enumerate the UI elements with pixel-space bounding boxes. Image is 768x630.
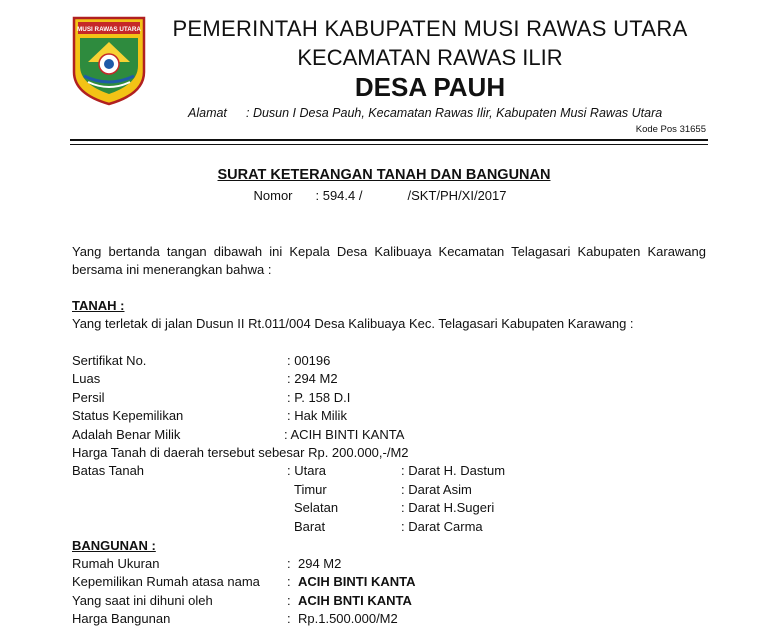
batas-value: : Darat Carma [401, 519, 483, 534]
tanah-field-value: : 294 M2 [287, 371, 338, 386]
document-title: SURAT KETERANGAN TANAH DAN BANGUNAN [217, 167, 551, 183]
nomor-suffix: /SKT/PH/XI/2017 [407, 188, 507, 203]
tanah-field-label: Adalah Benar Milik [72, 427, 181, 442]
batas-direction: Barat [294, 519, 326, 534]
nomor-value: : 594.4 / [315, 188, 363, 203]
tanah-field-value: : ACIH BINTI KANTA [284, 427, 405, 442]
intro-line-1: Yang bertanda tangan dibawah ini Kepala Desa Kalibuaya Kecamatan Telagasari Kabupaten Karawang [72, 244, 706, 259]
tanah-field-label: Persil [72, 390, 105, 405]
bangunan-field-label: Kepemilikan Rumah atasa nama [72, 574, 260, 589]
batas-value: : Darat Asim [401, 482, 472, 497]
bangunan-field-value: Rp.1.500.000/M2 [298, 611, 398, 626]
bangunan-field-colon: : [287, 611, 291, 626]
intro-line-2: bersama ini menerangkan bahwa : [72, 262, 272, 277]
batas-label: Batas Tanah [72, 463, 145, 478]
tanah-field-label: Luas [72, 371, 101, 386]
batas-value: : Darat H.Sugeri [401, 500, 495, 515]
bangunan-field-value: 294 M2 [298, 556, 342, 571]
batas-value: : Darat H. Dastum [401, 463, 506, 478]
tanah-field-value: : 00196 [287, 353, 331, 368]
header-government: PEMERINTAH KABUPATEN MUSI RAWAS UTARA [172, 16, 688, 41]
bangunan-field-colon: : [287, 574, 291, 589]
bangunan-field-label: Rumah Ukuran [72, 556, 160, 571]
logo-text: MUSI RAWAS UTARA [77, 26, 141, 33]
nomor-label: Nomor [253, 188, 293, 203]
address-value: : Dusun I Desa Pauh, Kecamatan Rawas Ilir, Kabupaten Musi Rawas Utara [246, 106, 663, 120]
tanah-field-label: Sertifikat No. [72, 353, 147, 368]
batas-direction: : Utara [287, 463, 327, 478]
bangunan-field-label: Yang saat ini dihuni oleh [72, 593, 213, 608]
header-village: DESA PAUH [354, 72, 506, 102]
tanah-field-value: : Hak Milik [287, 408, 347, 423]
tanah-location: Yang terletak di jalan Dusun II Rt.011/004 Desa Kalibuaya Kec. Telagasari Kabupaten Karawang : [72, 316, 634, 331]
bangunan-field-value: ACIH BINTI KANTA [298, 574, 416, 589]
tanah-field-value: : P. 158 D.I [287, 390, 351, 405]
tanah-heading: TANAH : [72, 298, 125, 313]
document-number [0, 188, 768, 203]
postal-code: Kode Pos 31655 [635, 124, 706, 135]
tanah-field-label: Status Kepemilikan [72, 408, 184, 423]
regency-logo [70, 16, 148, 106]
bangunan-field-label: Harga Bangunan [72, 611, 171, 626]
bangunan-field-colon: : [287, 556, 291, 571]
address-label: Alamat [188, 106, 227, 120]
header-district: KECAMATAN RAWAS ILIR [297, 45, 563, 70]
bangunan-heading: BANGUNAN : [72, 538, 156, 553]
header-rule-thick [70, 139, 708, 141]
bangunan-field-value: ACIH BNTI KANTA [298, 593, 412, 608]
address-line [188, 106, 662, 120]
batas-direction: Selatan [294, 500, 339, 515]
batas-direction: Timur [294, 482, 327, 497]
harga-tanah: Harga Tanah di daerah tersebut sebesar Rp. 200.000,-/M2 [72, 445, 409, 460]
header-rule-thin [70, 144, 708, 145]
bangunan-field-colon: : [287, 593, 291, 608]
